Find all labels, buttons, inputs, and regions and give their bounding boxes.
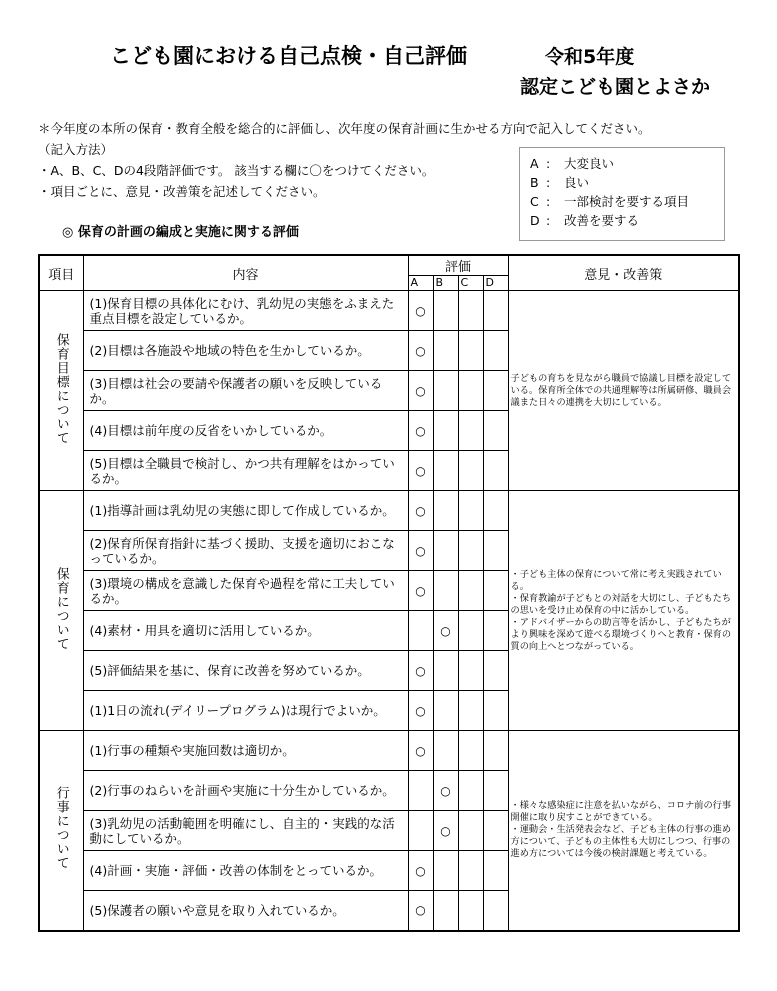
rating-cell-d[interactable] (483, 691, 508, 731)
rating-cell-b[interactable] (433, 851, 458, 891)
item-text: (2)行事のねらいを計画や実施に十分生かしているか。 (83, 771, 408, 811)
rating-cell-d[interactable] (483, 651, 508, 691)
legend-key: B (530, 175, 539, 190)
rating-cell-a[interactable] (408, 451, 433, 491)
rating-mark: ○ (415, 903, 426, 918)
item-text: (2)目標は各施設や地域の特色を生かしているか。 (83, 331, 408, 371)
rating-cell-c[interactable] (458, 491, 483, 531)
legend-key: C (530, 194, 539, 209)
rating-cell-b[interactable] (433, 691, 458, 731)
rating-cell-c[interactable] (458, 371, 483, 411)
category-cell (39, 491, 83, 731)
rating-cell-b[interactable] (433, 611, 458, 651)
rating-cell-d[interactable] (483, 851, 508, 891)
rating-cell-a[interactable] (408, 651, 433, 691)
category-cell (39, 731, 83, 931)
school-name: 認定こども園とよさか (520, 76, 711, 98)
rating-cell-c[interactable] (458, 811, 483, 851)
rating-mark: ○ (440, 823, 451, 838)
rating-cell-c[interactable] (458, 731, 483, 771)
rating-cell-b[interactable] (433, 811, 458, 851)
item-text: (3)環境の構成を意識した保育や過程を常に工夫しているか。 (83, 571, 408, 611)
rating-cell-d[interactable] (483, 611, 508, 651)
rating-cell-b[interactable] (433, 571, 458, 611)
rating-cell-b[interactable] (433, 891, 458, 931)
opinion-cell: ・様々な感染症に注意を払いながら、コロナ前の行事開催に取り戻すことができている。 ・運動会・生活発表会など、子ども主体の行事の進め方について、子どもの主体性も大切にしつつ、行事の進め方については今後の検討課題と考えている。 (508, 731, 739, 931)
rating-cell-a[interactable] (408, 611, 433, 651)
rating-mark: ○ (415, 863, 426, 878)
legend-row: D : 改善を要する (530, 213, 640, 228)
rating-cell-a[interactable] (408, 811, 433, 851)
rating-mark: ○ (415, 703, 426, 718)
category-label: 行事について (53, 786, 69, 871)
rating-cell-d[interactable] (483, 331, 508, 371)
rating-cell-d[interactable] (483, 571, 508, 611)
rating-cell-d[interactable] (483, 371, 508, 411)
category-label: 保育目標について (53, 332, 69, 445)
grade-header-a: A (408, 276, 433, 291)
table-row (39, 291, 739, 331)
rating-cell-d[interactable] (483, 491, 508, 531)
rating-cell-a[interactable] (408, 411, 433, 451)
rating-cell-a[interactable] (408, 771, 433, 811)
rating-cell-c[interactable] (458, 411, 483, 451)
header-content: 内容 (83, 255, 408, 291)
rating-cell-a[interactable] (408, 571, 433, 611)
rating-cell-a[interactable] (408, 491, 433, 531)
rating-cell-c[interactable] (458, 291, 483, 331)
grade-header-b: B (433, 276, 458, 291)
rating-mark: ○ (415, 503, 426, 518)
legend-label: 一部検討を要する項目 (564, 194, 690, 209)
legend-label: 改善を要する (564, 213, 640, 228)
rating-mark: ○ (415, 383, 426, 398)
category-label: 保育について (53, 566, 69, 651)
rating-cell-c[interactable] (458, 771, 483, 811)
rating-cell-d[interactable] (483, 811, 508, 851)
grade-header-d: D (483, 276, 508, 291)
rating-cell-a[interactable] (408, 371, 433, 411)
rating-cell-c[interactable] (458, 451, 483, 491)
section-heading: ◎ 保育の計画の編成と実施に関する評価 (62, 225, 299, 240)
rating-cell-b[interactable] (433, 371, 458, 411)
rating-mark: ○ (415, 543, 426, 558)
rating-cell-a[interactable] (408, 531, 433, 571)
grade-header-c: C (458, 276, 483, 291)
rating-mark: ○ (415, 743, 426, 758)
rating-cell-a[interactable] (408, 291, 433, 331)
rating-cell-b[interactable] (433, 531, 458, 571)
fiscal-year: 令和5年度 (545, 46, 635, 68)
rating-cell-b[interactable] (433, 291, 458, 331)
rating-cell-a[interactable] (408, 851, 433, 891)
legend-label: 大変良い (564, 156, 615, 171)
header-category: 項目 (39, 255, 83, 291)
rating-cell-d[interactable] (483, 451, 508, 491)
item-text: (1)1日の流れ(デイリープログラム)は現行でよいか。 (83, 691, 408, 731)
rating-cell-a[interactable] (408, 731, 433, 771)
legend-label: 良い (564, 175, 590, 190)
rating-mark: ○ (415, 663, 426, 678)
rating-cell-a[interactable] (408, 331, 433, 371)
rating-mark: ○ (415, 583, 426, 598)
rating-cell-b[interactable] (433, 651, 458, 691)
opinion-cell: ・子ども主体の保育について常に考え実践されている。 ・保育教諭が子どもとの対話を大切にし、子どもたちの思いを受け止め保育の中に活かしている。 ・アドバイザーからの助言等を活かし、子どもたちがより興味を深めて遊べる環境づくりへと教育・保育の質の向上へとつながっている。 (508, 491, 739, 731)
rating-mark: ○ (415, 423, 426, 438)
rating-cell-b[interactable] (433, 451, 458, 491)
instruction-line: （記入方法） (38, 142, 114, 157)
table-row (39, 731, 739, 771)
item-text: (1)保育目標の具体化にむけ、乳幼児の実態をふまえた重点目標を設定しているか。 (83, 291, 408, 331)
rating-cell-d[interactable] (483, 411, 508, 451)
rating-cell-c[interactable] (458, 651, 483, 691)
rating-mark: ○ (440, 783, 451, 798)
opinion-cell: 子どもの育ちを見ながら職員で協議し目標を設定している。保育所全体での共通理解等は所属研修、職員会議また日々の連携を大切にしている。 (508, 291, 739, 491)
item-text: (5)保護者の願いや意見を取り入れているか。 (83, 891, 408, 931)
evaluation-table (38, 254, 740, 932)
rating-cell-d[interactable] (483, 291, 508, 331)
legend-row: B : 良い (530, 175, 590, 190)
rating-cell-c[interactable] (458, 691, 483, 731)
item-text: (1)行事の種類や実施回数は適切か。 (83, 731, 408, 771)
page-title: こども園における自己点検・自己評価 (110, 44, 467, 68)
rating-cell-b[interactable] (433, 731, 458, 771)
item-text: (5)目標は全職員で検討し、かつ共有理解をはかっているか。 (83, 451, 408, 491)
rating-cell-b[interactable] (433, 771, 458, 811)
rating-cell-b[interactable] (433, 411, 458, 451)
item-text: (3)目標は社会の要請や保護者の願いを反映しているか。 (83, 371, 408, 411)
rating-mark: ○ (415, 303, 426, 318)
item-text: (5)評価結果を基に、保育に改善を努めているか。 (83, 651, 408, 691)
rating-cell-c[interactable] (458, 851, 483, 891)
item-text: (3)乳幼児の活動範囲を明確にし、自主的・実践的な活動にしているか。 (83, 811, 408, 851)
rating-cell-c[interactable] (458, 571, 483, 611)
legend-key: D (530, 213, 540, 228)
category-cell (39, 291, 83, 491)
item-text: (2)保育所保育指針に基づく援助、支援を適切におこなっているか。 (83, 531, 408, 571)
instruction-line: ＊今年度の本所の保育・教育全般を総合的に評価し、次年度の保育計画に生かせる方向で記入してください。 (38, 121, 651, 136)
rating-cell-a[interactable] (408, 691, 433, 731)
rating-cell-b[interactable] (433, 331, 458, 371)
item-text: (1)指導計画は乳幼児の実態に即して作成しているか。 (83, 491, 408, 531)
instruction-line: ・項目ごとに、意見・改善策を記述してください。 (38, 184, 326, 199)
rating-mark: ○ (415, 463, 426, 478)
table-row (39, 491, 739, 531)
legend-row: A : 大変良い (530, 156, 615, 171)
instruction-line: ・A、B、C、Dの4段階評価です。 該当する欄に〇をつけてください。 (38, 163, 435, 178)
item-text: (4)計画・実施・評価・改善の体制をとっているか。 (83, 851, 408, 891)
rating-cell-a[interactable] (408, 891, 433, 931)
rating-cell-c[interactable] (458, 611, 483, 651)
rating-cell-d[interactable] (483, 891, 508, 931)
item-text: (4)目標は前年度の反省をいかしているか。 (83, 411, 408, 451)
rating-mark: ○ (440, 623, 451, 638)
item-text: (4)素材・用具を適切に活用しているか。 (83, 611, 408, 651)
header-rating: 評価 (408, 255, 508, 276)
legend-row: C : 一部検討を要する項目 (530, 194, 690, 209)
rating-cell-c[interactable] (458, 331, 483, 371)
rating-cell-d[interactable] (483, 771, 508, 811)
rating-mark: ○ (415, 343, 426, 358)
rating-cell-c[interactable] (458, 531, 483, 571)
rating-legend (519, 147, 725, 241)
rating-cell-b[interactable] (433, 491, 458, 531)
header-opinion: 意見・改善策 (508, 255, 739, 291)
rating-cell-c[interactable] (458, 891, 483, 931)
rating-cell-d[interactable] (483, 731, 508, 771)
rating-cell-d[interactable] (483, 531, 508, 571)
legend-key: A (530, 156, 539, 171)
